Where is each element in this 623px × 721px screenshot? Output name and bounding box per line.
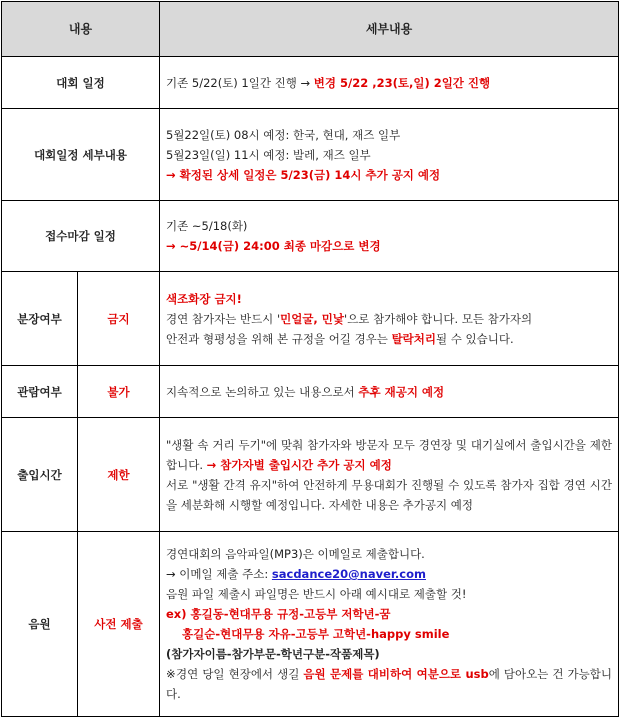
row-access <box>2 418 619 532</box>
deadline-line1: 기존 ~5/18(화) <box>166 219 248 233</box>
viewing-label: 관람여부 <box>2 366 78 418</box>
music-status: 사전 제출 <box>78 532 160 717</box>
viewing-status: 불가 <box>78 366 160 418</box>
music-email-link[interactable]: sacdance20@naver.com <box>271 567 426 581</box>
detail-schedule-label: 대회일정 세부내용 <box>2 109 160 201</box>
makeup-text-e: 탈락처리 <box>391 331 436 346</box>
access-text-c: 서로 "생활 간격 유지"하여 안전하게 무용대회가 진행될 수 있도록 참가자 집합 경연 시간을 세분화해 시행할 예정입니다. 자세한 내용은 추가공지 예정 <box>166 477 612 512</box>
row-detail-schedule <box>2 109 619 201</box>
music-note-a: ※경연 당일 현장에서 생길 <box>166 667 304 681</box>
row-schedule <box>2 57 619 109</box>
makeup-text-a: 경연 참가자는 반드시 ' <box>166 311 281 326</box>
row-makeup <box>2 272 619 366</box>
row-viewing <box>2 366 619 418</box>
music-detail <box>160 532 619 717</box>
detail-schedule-detail <box>160 109 619 201</box>
music-line1: 경연대회의 음악파일(MP3)은 이메일로 제출합니다. <box>166 547 425 561</box>
viewing-detail <box>160 366 619 418</box>
makeup-detail <box>160 272 619 366</box>
music-label: 음원 <box>2 532 78 717</box>
music-example-2: 홍길순-현대무용 자유-고등부 고학년-happy smile <box>182 627 450 641</box>
detail-schedule-line3: → 확정된 상세 일정은 5/23(금) 14시 추가 공지 예정 <box>166 167 441 182</box>
makeup-label: 분장여부 <box>2 272 78 366</box>
makeup-status: 금지 <box>78 272 160 366</box>
access-text-b: → 참가자별 출입시간 추가 공지 예정 <box>206 457 392 472</box>
row-deadline <box>2 201 619 272</box>
header-label: 내용 <box>2 2 160 57</box>
music-format: (참가자이름-참가부문-학년구분-작품제목) <box>166 647 380 661</box>
schedule-label: 대회 일정 <box>2 57 160 109</box>
makeup-text-d: 안전과 형평성을 위해 본 규정을 어길 경우는 <box>166 331 392 346</box>
music-note-b: 음원 문제를 대비하여 여분으로 usb <box>303 667 489 681</box>
detail-schedule-line2: 5월23일(일) 11시 예정: 발레, 재즈 일부 <box>166 147 371 162</box>
deadline-label: 접수마감 일정 <box>2 201 160 272</box>
viewing-text-b: 추후 재공지 예정 <box>358 384 445 399</box>
header-detail: 세부내용 <box>160 2 619 57</box>
schedule-detail <box>160 57 619 109</box>
schedule-prefix: 기존 5/22(토) 1일간 진행 → <box>166 75 314 90</box>
schedule-change: 변경 5/22 ,23(토,일) 2일간 진행 <box>313 75 491 90</box>
access-text-a: "생활 속 거리 두기"에 맞춰 참가자와 방문자 모두 경연장 및 대기실에서 출입시간을 제한합니다. <box>166 437 612 472</box>
access-status: 제한 <box>78 418 160 532</box>
detail-schedule-line1: 5월22일(토) 08시 예정: 한국, 현대, 재즈 일부 <box>166 127 401 142</box>
access-label: 출입시간 <box>2 418 78 532</box>
music-example-1: ex) 홍길동-현대무용 규정-고등부 저학년-꿈 <box>166 607 391 621</box>
deadline-detail <box>160 201 619 272</box>
makeup-text-f: 될 수 있습니다. <box>436 331 514 346</box>
music-email-prefix: → 이메일 제출 주소: <box>166 567 272 581</box>
makeup-text-c: '으로 참가해야 합니다. 모든 참가자의 <box>344 311 533 326</box>
makeup-text-b: 민얼굴, 민낯 <box>280 311 345 326</box>
deadline-line2: → ~5/14(금) 24:00 최종 마감으로 변경 <box>166 239 381 253</box>
music-note-c: 에 담아오는 건 가능합니다. <box>166 667 612 701</box>
makeup-line1: 색조화장 금지! <box>166 291 242 306</box>
row-music <box>2 532 619 717</box>
music-line3: 음원 파일 제출시 파일명은 반드시 아래 예시대로 제출할 것! <box>166 587 467 601</box>
access-detail <box>160 418 619 532</box>
notice-table <box>1 1 619 717</box>
viewing-text-a: 지속적으로 논의하고 있는 내용으로서 <box>166 384 359 399</box>
header-row <box>2 2 619 57</box>
